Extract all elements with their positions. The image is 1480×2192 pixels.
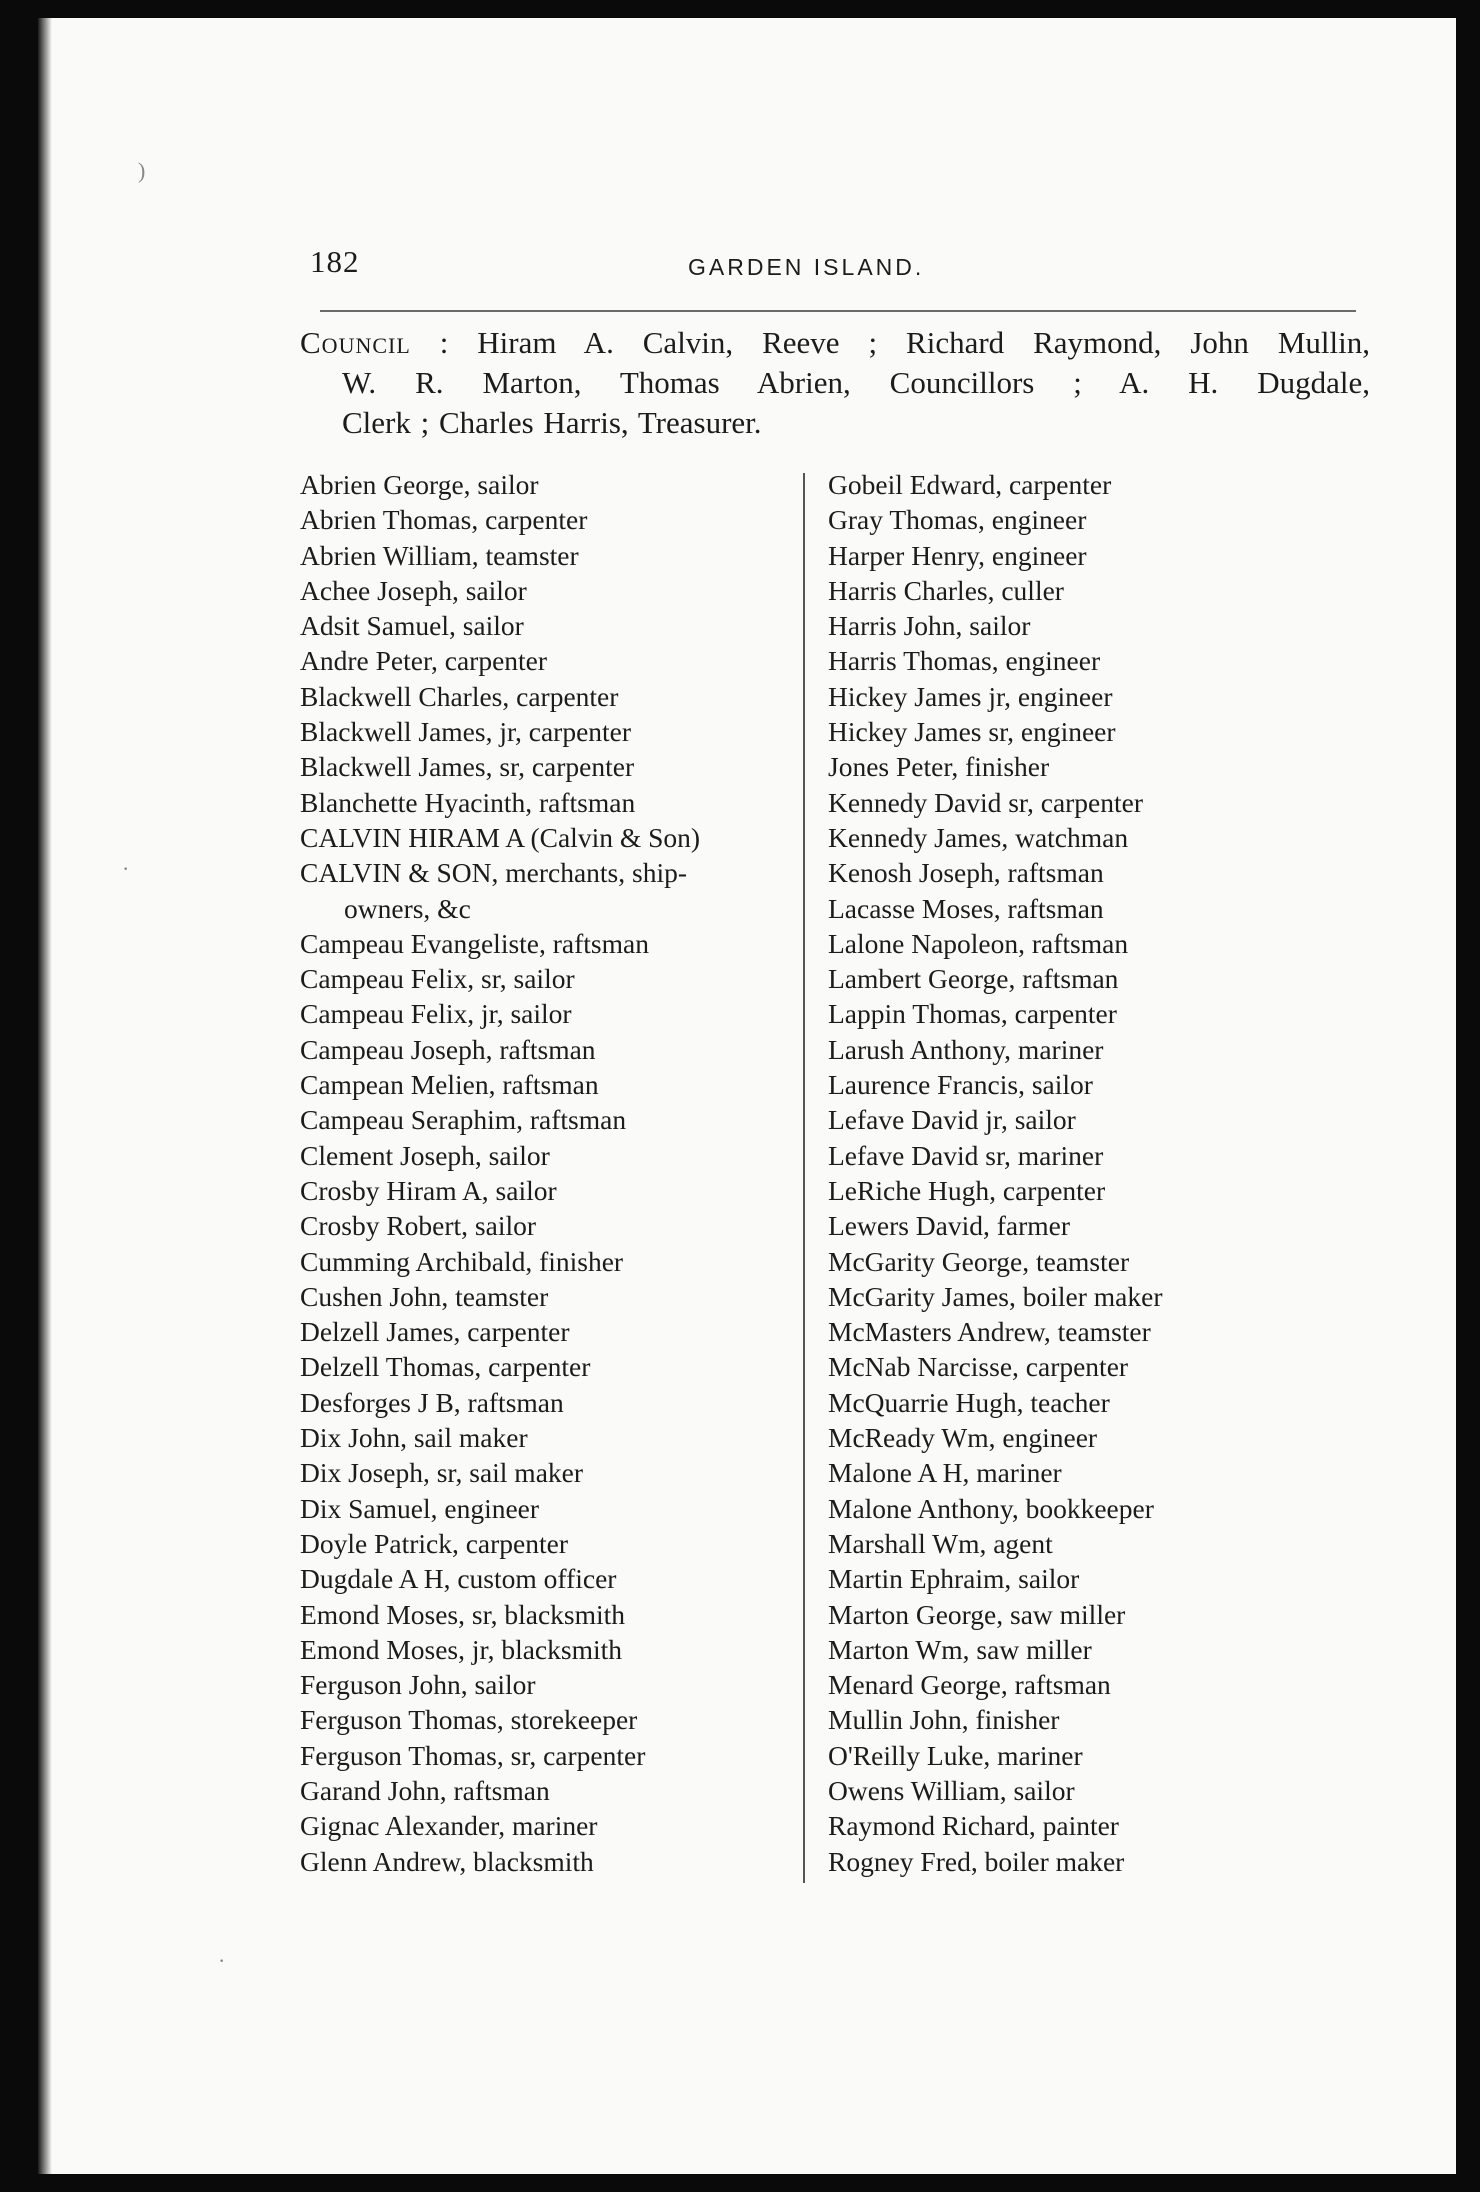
council-line: Council : Hiram A. Calvin, Reeve ; Richard Raymond, John Mullin, (300, 325, 1370, 360)
directory-entry: Dix Samuel, engineer (300, 1492, 540, 1524)
directory-entry: Gignac Alexander, mariner (300, 1810, 598, 1842)
directory-entry: Ferguson Thomas, sr, carpenter (300, 1739, 646, 1771)
directory-right-column (828, 467, 1368, 1879)
council-line-text: Clerk ; Charles Harris, Treasurer. (342, 405, 762, 440)
directory-entry: McNab Narcisse, carpenter (828, 1351, 1129, 1383)
directory-entry: LeRiche Hugh, carpenter (828, 1174, 1106, 1206)
directory-entry: CALVIN HIRAM A (Calvin & Son) (300, 821, 701, 853)
directory-entry: Dugdale A H, custom officer (300, 1563, 617, 1595)
directory-entry: Malone Anthony, bookkeeper (828, 1492, 1154, 1524)
directory-entry: Larush Anthony, mariner (828, 1033, 1104, 1065)
directory-entry: Malone A H, mariner (828, 1457, 1062, 1489)
directory-entry: Rogney Fred, boiler maker (828, 1845, 1125, 1877)
directory-entry: Raymond Richard, painter (828, 1810, 1119, 1842)
directory-entry: McQuarrie Hugh, teacher (828, 1386, 1110, 1418)
directory-entry: Crosby Hiram A, sailor (300, 1174, 557, 1206)
directory-entry: Abrien George, sailor (300, 469, 539, 500)
directory-entry: Harris John, sailor (828, 610, 1031, 642)
directory-entry: Lefave David sr, mariner (828, 1139, 1104, 1171)
directory-entry: Hickey James jr, engineer (828, 680, 1113, 712)
column-divider (803, 473, 805, 1883)
directory-entry: Marton Wm, saw miller (828, 1633, 1092, 1665)
directory-entry: Owens William, sailor (828, 1774, 1075, 1806)
directory-entry: Kennedy David sr, carpenter (828, 786, 1144, 818)
council-line-text: W. R. Marton, Thomas Abrien, Councillors ; A. H. Dugdale, (342, 365, 1370, 400)
directory-entry: McGarity George, teamster (828, 1245, 1130, 1277)
directory-entry: Blackwell James, sr, carpenter (300, 751, 635, 783)
directory-entry: Campeau Seraphim, raftsman (300, 1104, 627, 1136)
directory-entry: CALVIN & SON, merchants, ship- (300, 857, 688, 889)
header-rule (320, 310, 1356, 312)
directory-entry: Andre Peter, carpenter (300, 645, 548, 677)
directory-entry: Abrien Thomas, carpenter (300, 504, 588, 536)
directory-entry: Delzell Thomas, carpenter (300, 1351, 591, 1383)
directory-entry: Gobeil Edward, carpenter (828, 469, 1112, 500)
directory-entry: Campeau Joseph, raftsman (300, 1033, 596, 1065)
directory-entry: Lefave David jr, sailor (828, 1104, 1076, 1136)
directory-entry: Jones Peter, finisher (828, 751, 1050, 783)
directory-entry: Lacasse Moses, raftsman (828, 892, 1104, 924)
directory-entry: Clement Joseph, sailor (300, 1139, 550, 1171)
directory-entry: Hickey James sr, engineer (828, 716, 1116, 748)
directory-entry: Marshall Wm, agent (828, 1527, 1053, 1559)
directory-entry: Lalone Napoleon, raftsman (828, 927, 1129, 959)
directory-entry: Laurence Francis, sailor (828, 1069, 1093, 1101)
directory-entry: Gray Thomas, engineer (828, 504, 1087, 536)
directory-entry: Mullin John, finisher (828, 1704, 1060, 1736)
book-page (38, 18, 1456, 2174)
directory-entry: Lappin Thomas, carpenter (828, 998, 1117, 1030)
directory-entry: Blanchette Hyacinth, raftsman (300, 786, 636, 818)
directory-entry: Campeau Felix, sr, sailor (300, 963, 575, 995)
directory-entry: owners, &c (344, 892, 471, 924)
directory-entry: McGarity James, boiler maker (828, 1280, 1163, 1312)
council-paragraph (300, 323, 1370, 443)
binding-shadow (38, 18, 52, 2174)
council-line (300, 363, 1370, 403)
directory-entry: Adsit Samuel, sailor (300, 610, 524, 642)
directory-entry: Ferguson Thomas, storekeeper (300, 1704, 638, 1736)
directory-entry: Dix Joseph, sr, sail maker (300, 1457, 584, 1489)
directory-entry: O'Reilly Luke, mariner (828, 1739, 1083, 1771)
directory-entry: McReady Wm, engineer (828, 1422, 1098, 1454)
directory-entry: Campeau Felix, jr, sailor (300, 998, 572, 1030)
directory-entry: Doyle Patrick, carpenter (300, 1527, 569, 1559)
directory-entry: Crosby Robert, sailor (300, 1210, 537, 1242)
council-line-text: Hiram A. Calvin, Reeve ; Richard Raymond, John Mullin, (477, 325, 1370, 360)
directory-entry: Blackwell James, jr, carpenter (300, 716, 632, 748)
directory-entry: Emond Moses, jr, blacksmith (300, 1633, 622, 1665)
directory-entry: Harris Thomas, engineer (828, 645, 1101, 677)
directory-entry: Campeau Evangeliste, raftsman (300, 927, 649, 959)
directory-entry: Dix John, sail maker (300, 1422, 528, 1454)
directory-entry: Abrien William, teamster (300, 539, 579, 571)
directory-left-column (300, 467, 840, 1879)
page-blemish: · (218, 1948, 226, 1973)
directory-entry: Lambert George, raftsman (828, 963, 1119, 995)
directory-entry: Achee Joseph, sailor (300, 574, 527, 606)
directory-entry: Lewers David, farmer (828, 1210, 1071, 1242)
directory-entry: Kennedy James, watchman (828, 821, 1129, 853)
directory-entry: Kenosh Joseph, raftsman (828, 857, 1104, 889)
directory-entry: Blackwell Charles, carpenter (300, 680, 619, 712)
directory-entry: McMasters Andrew, teamster (828, 1316, 1151, 1348)
directory-entry: Harris Charles, culler (828, 574, 1064, 606)
council-label: Council (300, 325, 411, 360)
directory-entry: Glenn Andrew, blacksmith (300, 1845, 594, 1877)
directory-entry: Cushen John, teamster (300, 1280, 549, 1312)
page-blemish: · (122, 856, 130, 881)
directory-entry: Desforges J B, raftsman (300, 1386, 564, 1418)
directory-entry: Emond Moses, sr, blacksmith (300, 1598, 626, 1630)
directory-entry: Delzell James, carpenter (300, 1316, 570, 1348)
directory-entry: Cumming Archibald, finisher (300, 1245, 624, 1277)
directory-entry: Campean Melien, raftsman (300, 1069, 599, 1101)
directory-entry: Ferguson John, sailor (300, 1669, 536, 1701)
page-blemish: ) (138, 158, 146, 183)
directory-entry: Martin Ephraim, sailor (828, 1563, 1080, 1595)
directory-entry: Harper Henry, engineer (828, 539, 1087, 571)
running-head: GARDEN ISLAND. (688, 254, 925, 280)
directory-entry: Garand John, raftsman (300, 1774, 550, 1806)
page-number: 182 (310, 244, 360, 279)
directory-entry: Marton George, saw miller (828, 1598, 1126, 1630)
directory-entry: Menard George, raftsman (828, 1669, 1111, 1701)
council-line (300, 403, 1370, 443)
